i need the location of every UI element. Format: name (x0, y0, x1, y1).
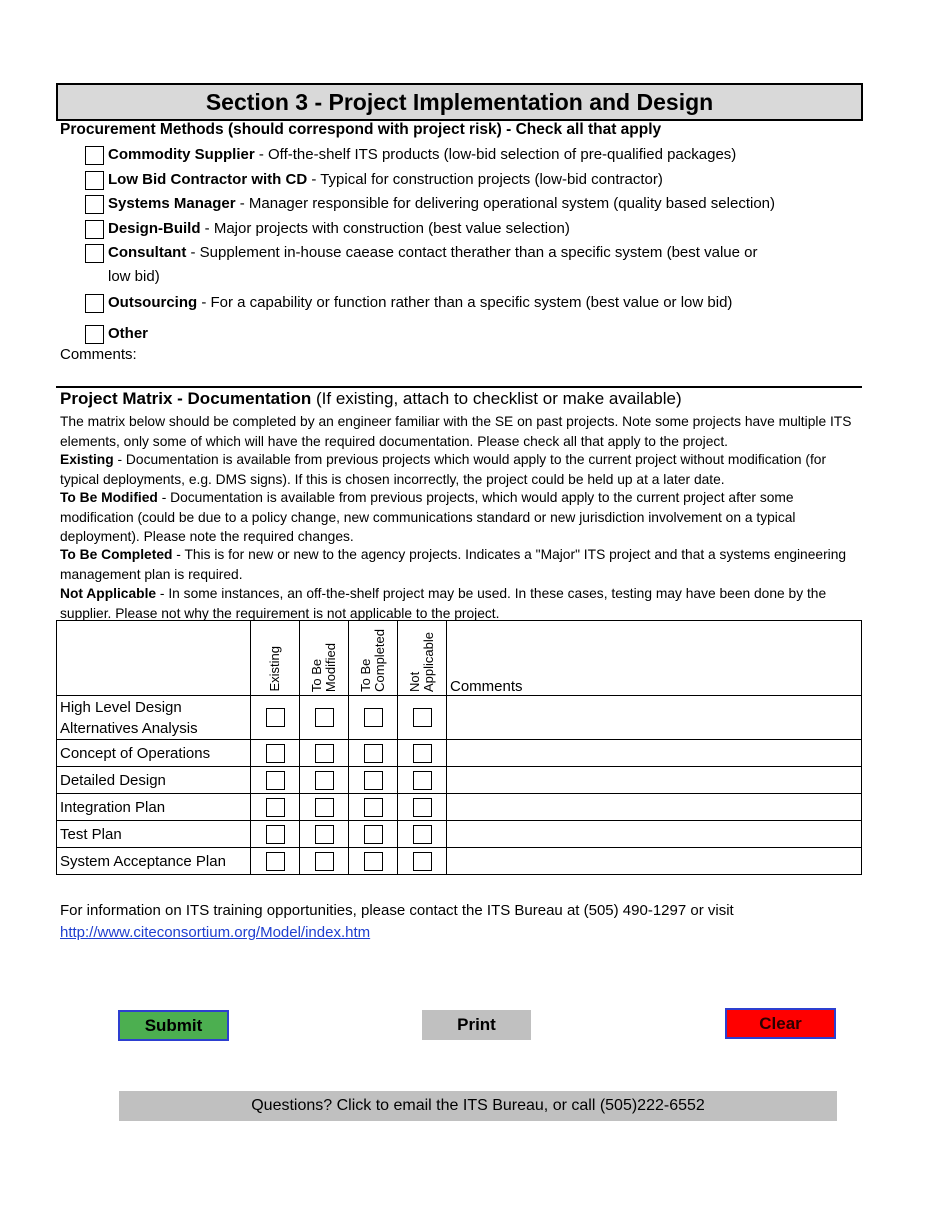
option-name: Systems Manager (108, 195, 236, 212)
definition-existing (60, 450, 860, 489)
option-name: Low Bid Contractor with CD (108, 171, 308, 188)
table-row (57, 740, 862, 767)
option-desc: - Manager responsible for delivering operational system (quality based selection) (235, 195, 776, 212)
comments-cell[interactable] (447, 821, 862, 848)
checkbox[interactable] (315, 771, 334, 790)
definition-term: To Be Modified (60, 490, 158, 505)
submit-button[interactable]: Submit (118, 1010, 229, 1041)
matrix-intro: The matrix below should be completed by an engineer familiar with the SE on past projects. Note some projects have multiple ITS elements, only some of which will have the required documentation. Please check all that apply to the project. (60, 414, 852, 449)
procurement-heading: Procurement Methods (should correspond with project risk) - Check all that apply (60, 121, 662, 138)
checkbox[interactable] (413, 708, 432, 727)
table-row (57, 767, 862, 794)
option-name: Other (108, 325, 149, 342)
checkbox[interactable] (364, 798, 383, 817)
training-info-text: For information on ITS training opportunities, please contact the ITS Bureau at (505) 490-1297 or visit (60, 902, 734, 919)
column-header-comments (447, 621, 862, 696)
column-label: Existing (267, 646, 282, 692)
documentation-matrix (56, 620, 862, 875)
option-desc: - For a capability or function rather than a specific system (best value or low bid) (197, 294, 733, 311)
checkbox[interactable] (364, 771, 383, 790)
table-row (57, 848, 862, 875)
training-info (60, 900, 820, 944)
checkbox[interactable] (413, 771, 432, 790)
comments-cell[interactable] (447, 848, 862, 875)
row-label: High Level Design Alternatives Analysis (57, 696, 251, 740)
checkbox[interactable] (315, 825, 334, 844)
checkbox[interactable] (266, 744, 285, 763)
checkbox[interactable] (85, 146, 104, 165)
definition-not-applicable (60, 584, 860, 623)
checkbox[interactable] (266, 708, 285, 727)
comments-cell[interactable] (447, 696, 862, 740)
option-name: Commodity Supplier (108, 146, 255, 163)
option-desc: - Off-the-shelf ITS products (low-bid selection of pre-qualified packages) (254, 146, 737, 163)
option-desc: - Typical for construction projects (low-bid contractor) (307, 171, 663, 188)
checkbox[interactable] (315, 852, 334, 871)
column-header-not-applicable (398, 621, 447, 696)
option-name: Design-Build (108, 220, 201, 237)
checkbox[interactable] (266, 798, 285, 817)
column-header-existing (251, 621, 300, 696)
checkbox[interactable] (85, 294, 104, 313)
section-title: Section 3 - Project Implementation and Design (56, 83, 863, 121)
checkbox[interactable] (266, 825, 285, 844)
definition-text: - In some instances, an off-the-shelf project may be used. In these cases, testing may have been done by the supplier. Please not why the requirement is not applicable to the project. (60, 586, 827, 621)
comments-cell[interactable] (447, 740, 862, 767)
column-label: To Be Completed (358, 629, 387, 692)
checkbox[interactable] (315, 744, 334, 763)
definition-text: - Documentation is available from previous projects, which would apply to the current project after some modification (could be due to a policy change, new communications standard or new jurisdiction involvement on a typical deployment). Please note the required changes. (60, 490, 796, 544)
checkbox[interactable] (413, 744, 432, 763)
checkbox[interactable] (364, 708, 383, 727)
row-label: Detailed Design (57, 767, 251, 794)
definition-to-be-modified (60, 488, 860, 547)
row-label: Integration Plan (57, 794, 251, 821)
definition-text: - Documentation is available from previous projects which would apply to the current project without modification (for typical deployments, e.g. DMS signs). If this is chosen incorrectly, the project could be held up at a later date. (60, 452, 827, 487)
column-label: Not Applicable (407, 632, 436, 692)
divider (56, 386, 862, 388)
checkbox[interactable] (315, 798, 334, 817)
row-label: Concept of Operations (57, 740, 251, 767)
option-name: Outsourcing (108, 294, 198, 311)
checkbox[interactable] (315, 708, 334, 727)
checkbox[interactable] (85, 244, 104, 263)
table-row (57, 696, 862, 740)
clear-button[interactable]: Clear (725, 1008, 836, 1039)
checkbox[interactable] (364, 825, 383, 844)
checkbox[interactable] (85, 325, 104, 344)
definition-term: To Be Completed (60, 547, 173, 562)
matrix-corner (57, 621, 251, 696)
email-questions-button[interactable]: Questions? Click to email the ITS Bureau, or call (505)222-6552 (119, 1091, 837, 1121)
option-desc: - Supplement in-house caease contact therather than a specific system (best value or low bid) (108, 244, 758, 285)
print-button[interactable]: Print (422, 1010, 531, 1040)
option-name: Consultant (108, 244, 187, 261)
definition-to-be-completed (60, 545, 860, 584)
definition-text: - This is for new or new to the agency projects. Indicates a "Major" ITS project and that a systems engineering management plan is required. (60, 547, 847, 582)
table-row (57, 794, 862, 821)
option-desc: - Major projects with construction (best value selection) (200, 220, 570, 237)
row-label: System Acceptance Plan (57, 848, 251, 875)
checkbox[interactable] (413, 825, 432, 844)
checkbox[interactable] (266, 771, 285, 790)
checkbox[interactable] (85, 220, 104, 239)
column-label: Comments (450, 678, 523, 695)
table-row (57, 821, 862, 848)
checkbox[interactable] (85, 195, 104, 214)
training-link[interactable]: http://www.citeconsortium.org/Model/index.htm (60, 924, 371, 941)
procurement-comments-label: Comments: (60, 346, 137, 363)
checkbox[interactable] (413, 852, 432, 871)
checkbox[interactable] (413, 798, 432, 817)
matrix-heading (60, 389, 682, 409)
matrix-heading-rest: (If existing, attach to checklist or make available) (311, 389, 682, 408)
matrix-heading-bold: Project Matrix - Documentation (60, 389, 312, 408)
definition-term: Not Applicable (60, 586, 157, 601)
checkbox[interactable] (85, 171, 104, 190)
row-label: Test Plan (57, 821, 251, 848)
column-label: To Be Modified (309, 642, 338, 692)
checkbox[interactable] (364, 852, 383, 871)
column-header-to-be-modified (300, 621, 349, 696)
checkbox[interactable] (266, 852, 285, 871)
column-header-to-be-completed (349, 621, 398, 696)
comments-cell[interactable] (447, 767, 862, 794)
comments-cell[interactable] (447, 794, 862, 821)
checkbox[interactable] (364, 744, 383, 763)
definition-term: Existing (60, 452, 114, 467)
